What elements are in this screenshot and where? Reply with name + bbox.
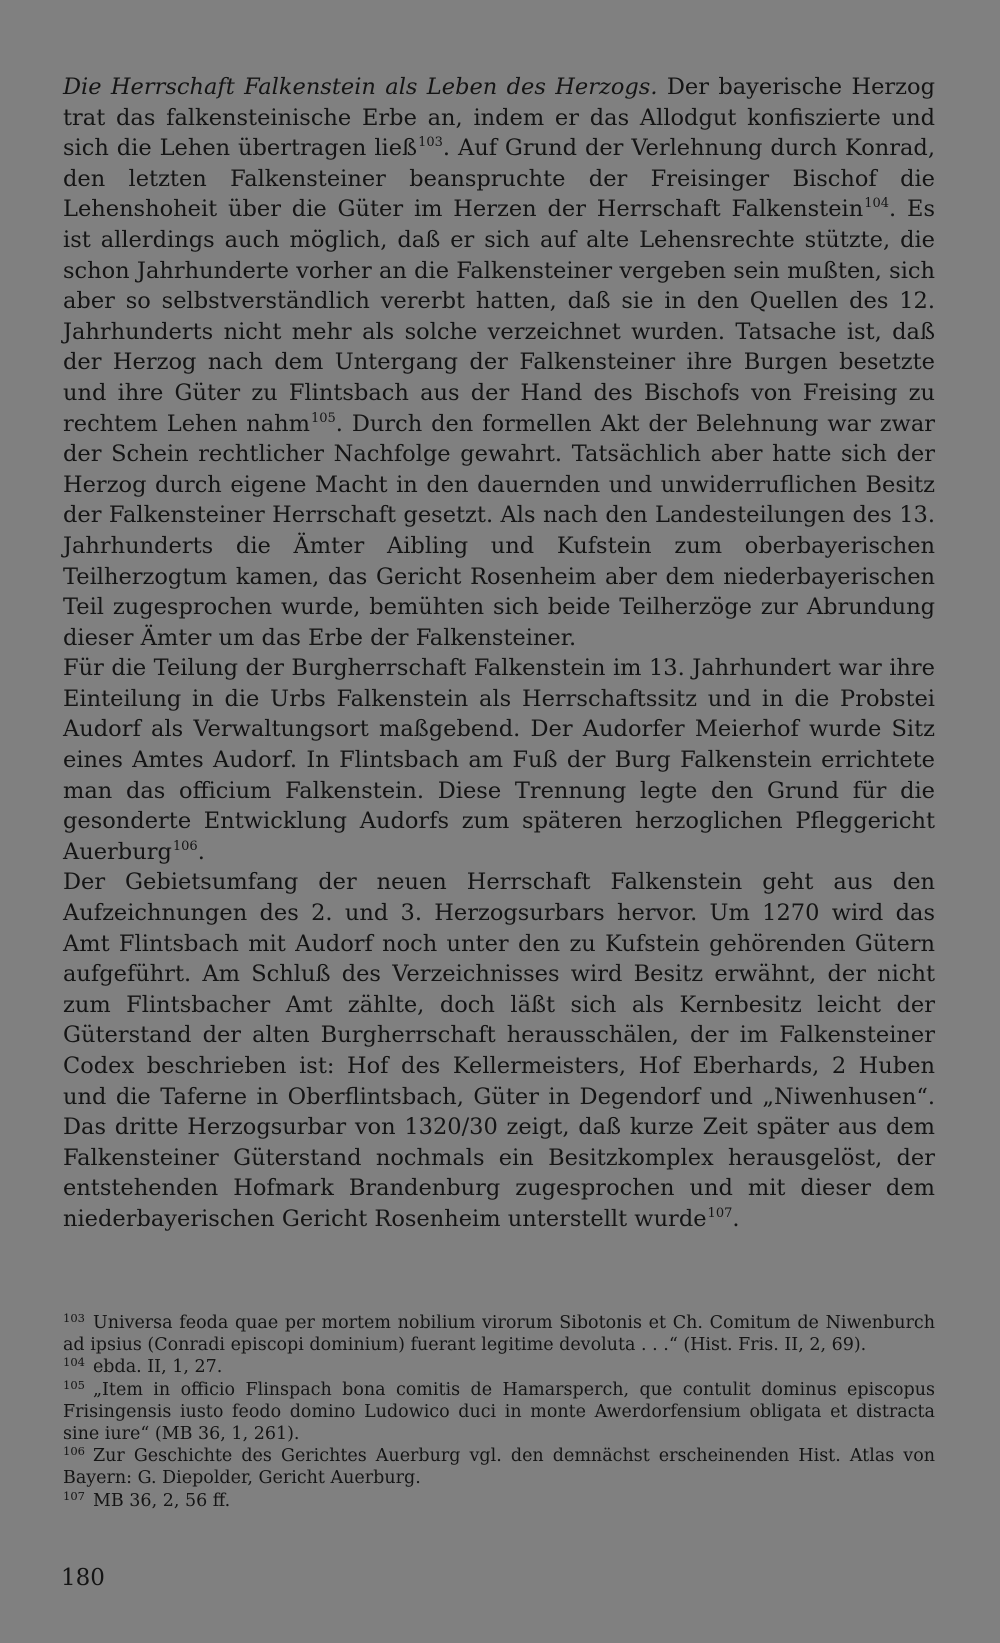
footnote-number: 103 (63, 1311, 85, 1325)
paragraph-text: Der Gebietsumfang der neuen Herrschaft Falkenstein geht aus den Aufzeichnungen des 2. und 3. Herzogsurbars hervor. Um 1270 wird das Amt Flintsbach mit Audorf noch unter den zu Kufstein gehörenden Gütern aufgeführt. Am Schluß des Verzeichnisses wird Besitz erwähnt, der nicht zum Flintsbacher Amt zählte, doch läßt sich als Kernbesitz leicht der Güterstand der alten Burgherrschaft herausschälen, der im Falkensteiner Codex beschrieben ist: Hof des Kellermeisters, Hof Eberhards, 2 Huben und die Taferne in Oberflintsbach, Güter in Degendorf und „Niwenhusen“. Das dritte Herzogsurbar von 1320/30 zeigt, daß kurze Zeit später aus dem Falkensteiner Güterstand nochmals ein Besitzkomplex herausgelöst, der entstehenden Hofmark Brandenburg zugesprochen und mit dieser dem niederbayerischen Gericht Rosenheim unterstellt wurde (63, 869, 935, 1232)
paragraph-text: Für die Teilung der Burgherrschaft Falkenstein im 13. Jahrhundert war ihre Einteilung in die Urbs Falkenstein als Herrschaftssitz und in die Probstei Audorf als Verwaltungsort maßgebend. Der Audorfer Meierhof wurde Sitz eines Amtes Audorf. In Flintsbach am Fuß der Burg Falkenstein errichtete man das officium Falkenstein. Diese Trennung legte den Grund für die gesonderte Entwicklung Audorfs zum späteren herzoglichen Pfleggericht Auerburg (63, 655, 935, 865)
paragraph-text: Der bayerische Herzog trat das falkensteinische Erbe an, indem er das Allodgut konfiszierte und sich die Lehen übertragen ließ (63, 74, 935, 162)
footnote-103 (63, 1312, 935, 1356)
section-heading: Die Herrschaft Falkenstein als Leben des Herzogs. (63, 74, 658, 100)
footnote-ref[interactable]: 104 (864, 196, 890, 212)
footnote-107 (63, 1490, 935, 1512)
main-text (63, 72, 935, 1235)
footnote-text: Zur Geschichte des Gerichtes Auerburg vgl. den demnächst erscheinenden Hist. Atlas von Bayern: G. Diepolder, Gericht Auerburg. (63, 1446, 935, 1489)
paragraph-text: . Auf Grund der Verlehnung durch Konrad, den letzten Falkensteiner beanspruchte der Freisinger Bischof die Lehenshoheit über die Güter im Herzen der Herrschaft Falkenstein (63, 135, 935, 223)
footnote-number: 105 (63, 1377, 85, 1392)
paragraph-text: . (197, 838, 205, 865)
footnote-ref[interactable]: 107 (707, 1205, 733, 1221)
footnote-text: MB 36, 2, 56 ff. (92, 1490, 231, 1511)
footnote-number: 104 (63, 1355, 85, 1370)
paragraph-3 (63, 867, 935, 1234)
paragraph-text: . Es ist allerdings auch möglich, daß er sich auf alte Lehensrechte stützte, die schon Jahrhunderte vorher an die Falkensteiner vergeben sein mußten, sich aber so selbstverständlich vererbt hatten, daß sie in den Quellen des 12. Jahrhunderts nicht mehr als solche verzeichnet wurden. Tatsache ist, daß der Herzog nach dem Untergang der Falkensteiner ihre Burgen besetzte und ihre Güter zu Flintsbach aus der Hand des Bischofs von Freising zu rechtem Lehen nahm (63, 196, 935, 437)
paragraph-text: . (732, 1205, 740, 1232)
paragraph-1 (63, 72, 935, 653)
footnotes (63, 1312, 935, 1512)
footnote-ref[interactable]: 103 (418, 135, 443, 151)
paragraph-text: . Durch den formellen Akt der Belehnung war zwar der Schein rechtlicher Nachfolge gewahrt. Tatsächlich aber hatte sich der Herzog durch eigene Macht in den dauernden und unwiderruflichen Besitz der Falkensteiner Herrschaft gesetzt. Als nach den Landesteilungen des 13. Jahrhunderts die Ämter Aibling und Kufstein zum oberbayerischen Teilherzogtum kamen, das Gericht Rosenheim aber dem niederbayerischen Teil zugesprochen wurde, bemühten sich beide Teilherzöge zur Abrundung dieser Ämter um das Erbe der Falkensteiner. (63, 410, 935, 651)
footnote-text: ebda. II, 1, 27. (92, 1357, 223, 1378)
footnote-text: Universa feoda quae per mortem nobilium virorum Sibotonis et Ch. Comitum de Niwenburch ad ipsius (Conradi episcopi dominium) fuerant legitime devoluta . . .“ (Hist. Fris. II, 2, 69). (63, 1313, 935, 1356)
footnote-ref[interactable]: 105 (310, 410, 336, 426)
footnote-text: „Item in officio Flinspach bona comitis de Hamarsperch, que contulit dominus episcopus Frisingensis iusto feodo domino Ludowico duci in monte Awerdorfensium obligata et distracta sine iure“ (MB 36, 1, 261). (63, 1379, 935, 1445)
footnote-106 (63, 1445, 935, 1489)
page-number: 180 (61, 1565, 105, 1591)
footnote-number: 107 (63, 1488, 85, 1503)
footnote-ref[interactable]: 106 (172, 838, 198, 854)
footnote-104 (63, 1356, 935, 1378)
footnote-105 (63, 1379, 935, 1446)
paragraph-2 (63, 653, 935, 867)
footnote-number: 106 (63, 1444, 85, 1459)
